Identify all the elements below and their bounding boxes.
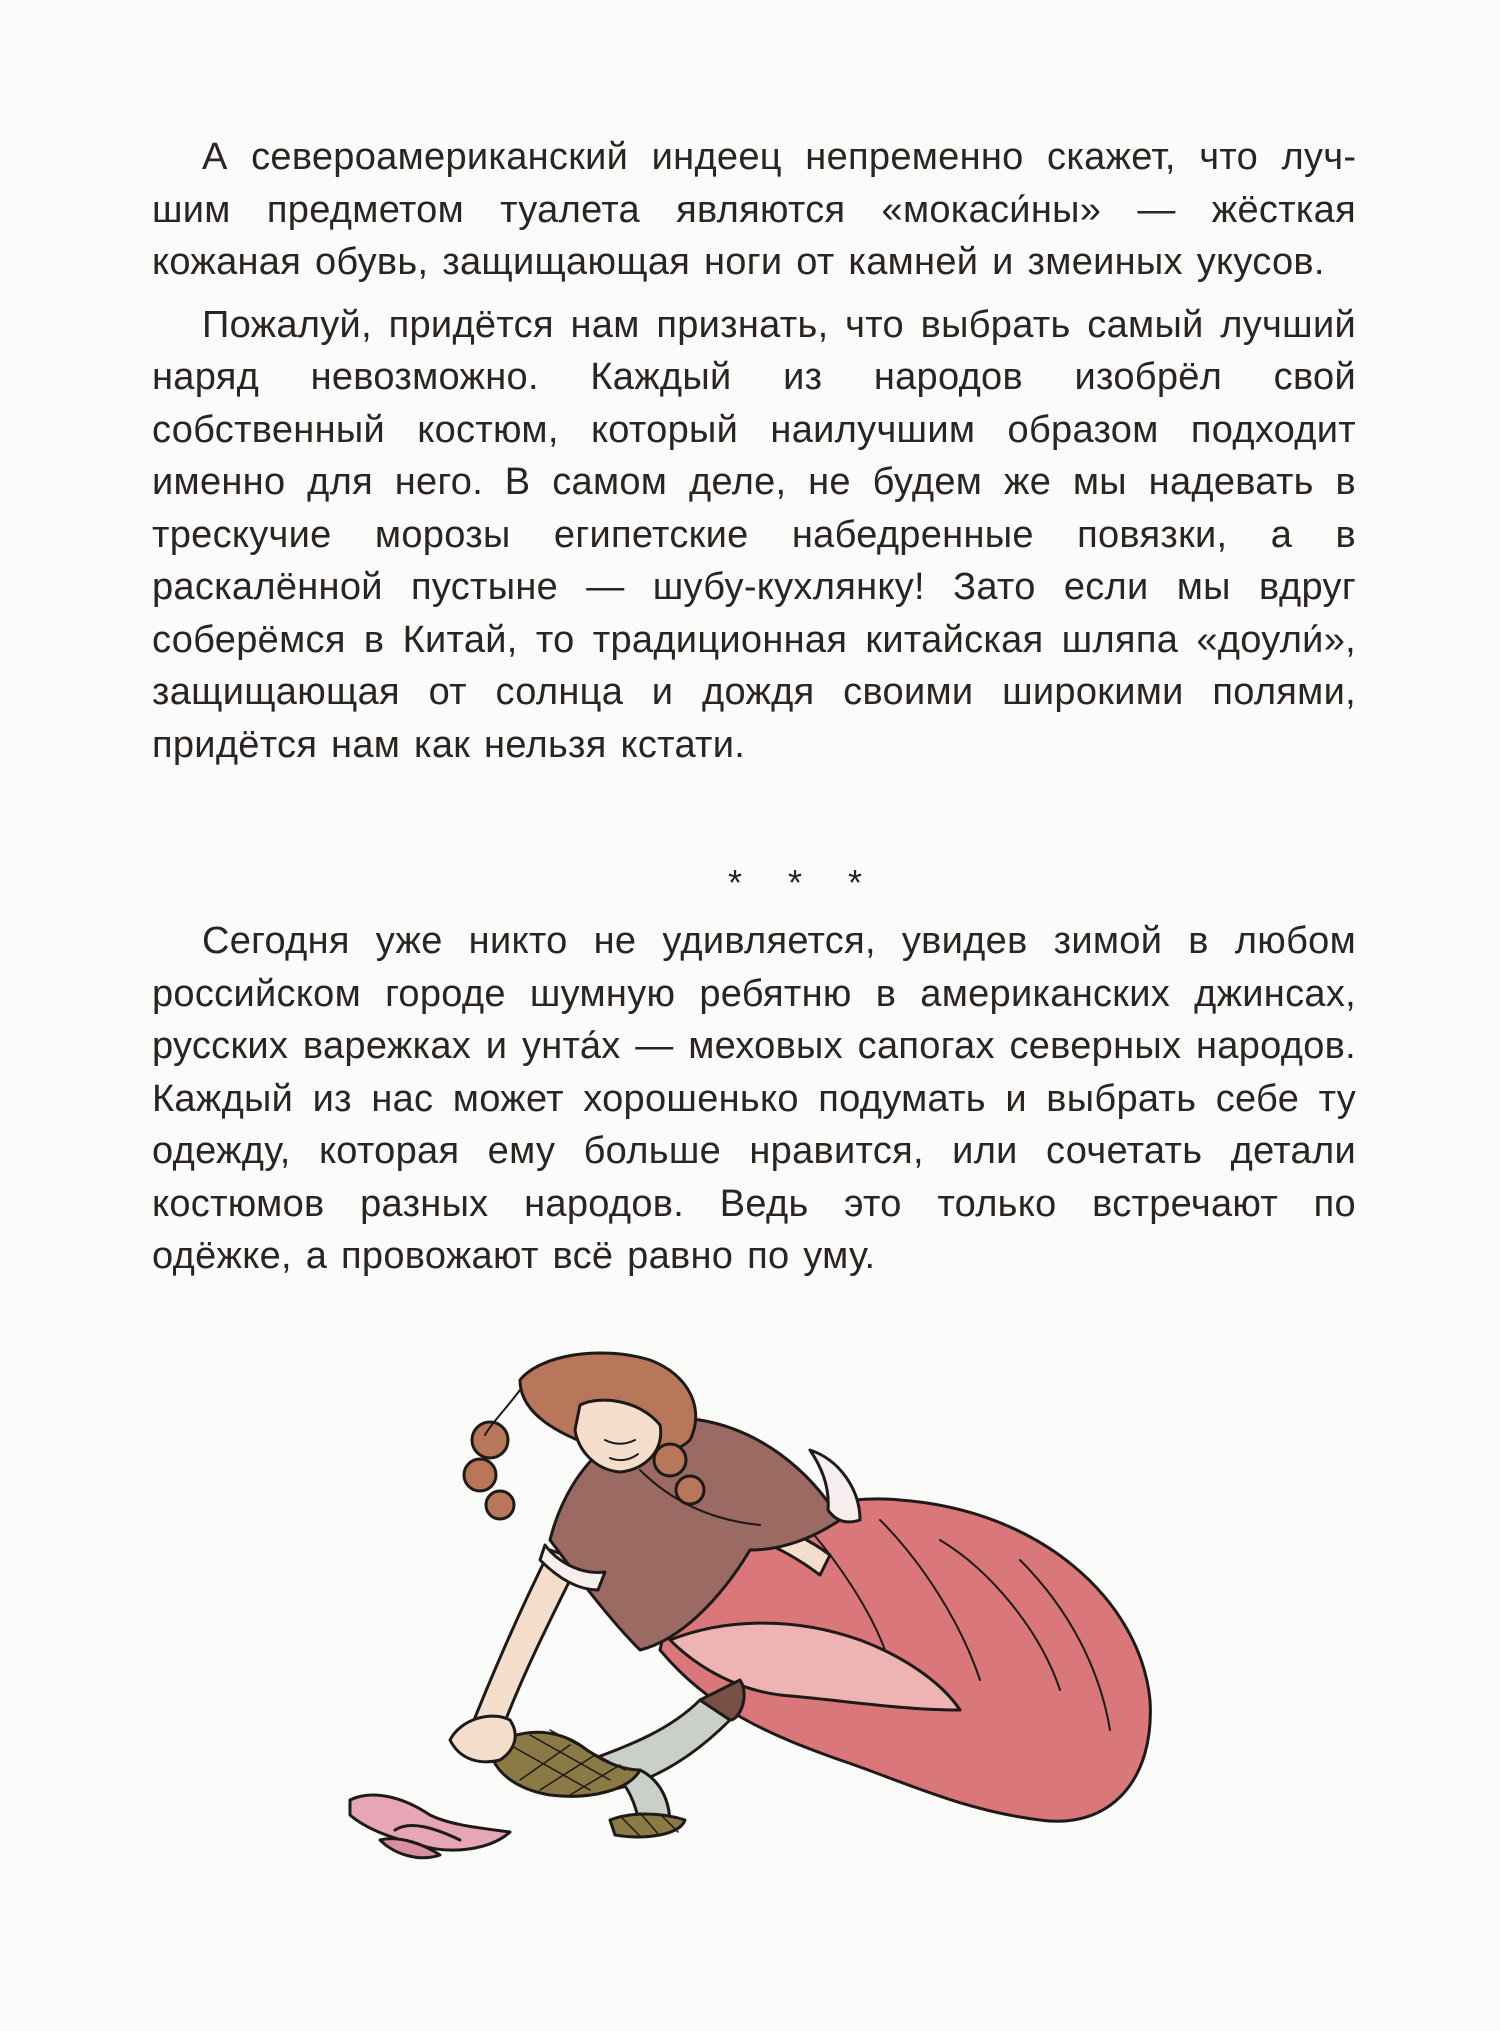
paragraph-moccasins: А североамериканский индеец непременно скажет, что лучшим предметом туалета являются «мокаси́ны» — жёсткая кожаная обувь, защищающая ноги от камней и змеиных укусов. <box>152 136 1356 283</box>
text-section-top <box>152 131 1356 771</box>
section-separator: * * * <box>727 862 881 903</box>
pink-shoes-icon <box>350 1795 510 1858</box>
paragraph-national-costume: Пожалуй, придётся нам признать, что выбрать самый лучший наряд невозможно. Каждый из народов изобрёл свой собственный костюм, который наилучшим образом подходит именно для него. В самом деле, не будем же мы надевать в трескучие морозы египетские набедренные повязки, а в раскалённой пустыне — шубу-кухлянку! Зато если мы вдруг соберёмся в Китай, то традиционная китайская шляпа «доули́», защищающая от солнца и дождя своими широкими полями, придётся нам как нельзя кстати. <box>152 303 1356 766</box>
paragraph-today: Сегодня уже никто не удивляется, увидев зимой в любом российском городе шумную ребятню в американских джинсах, русских варежках и унта́х — меховых сапогах северных народов. Каждый из нас может хорошенько подумать и выбрать себе ту одежду, которая ему больше нравится, или сочетать детали костюмов разных народов. Ведь это только встречают по одёжке, а провожают всё равно по уму. <box>152 920 1356 1277</box>
stockings-icon <box>590 1680 744 1830</box>
text-section-bottom <box>152 915 1356 1283</box>
girl-trying-shoes-illustration <box>340 1350 1240 1910</box>
